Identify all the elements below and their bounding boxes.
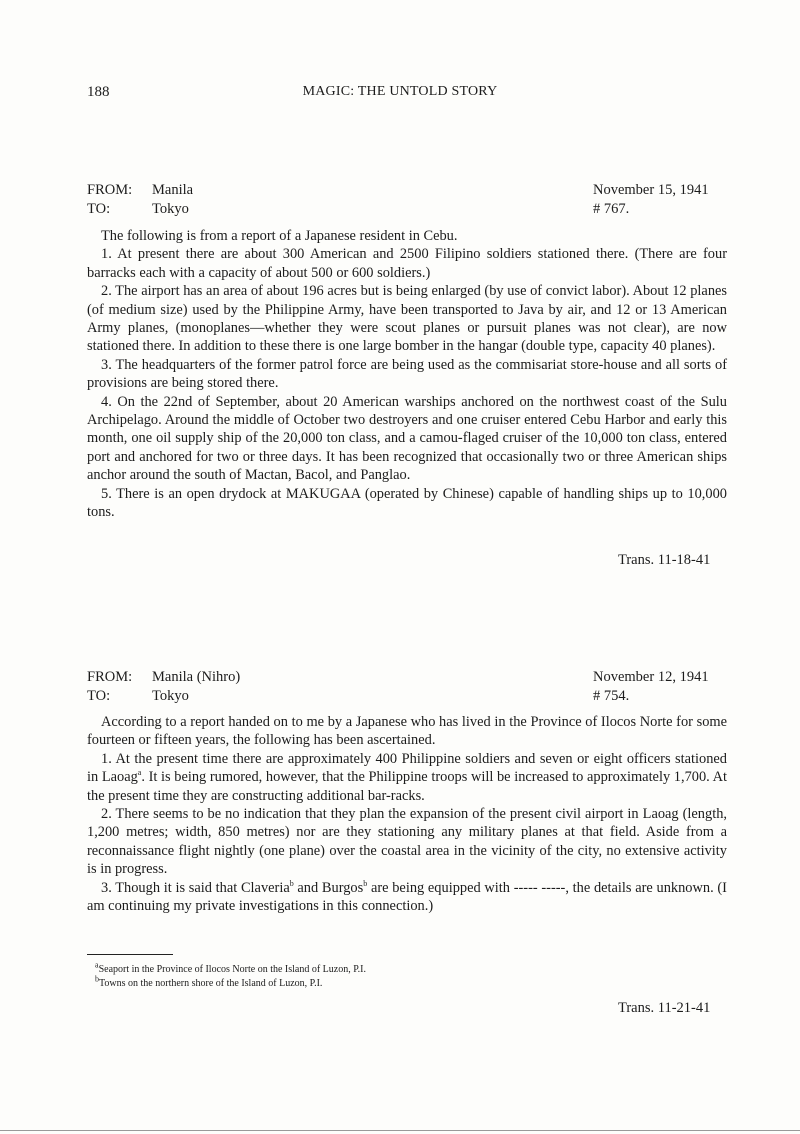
from-label: FROM: <box>87 182 133 198</box>
message2-meta <box>593 668 709 706</box>
paragraph: 2. There seems to be no indication that they plan the expansion of the present civil airport in Laoag (length, 1,200 metres; width, 850 metres) nor are they stationing any military planes at that field. Aside from a reconnaissance flight nightly (one plane) over the coastal area in the vicinity of the city, no extensive activity is in progress. <box>87 806 727 878</box>
message1-header <box>87 181 193 219</box>
footnote-text: Towns on the northern shore of the Island of Luzon, P.I. <box>99 978 323 989</box>
footnote-ref: a <box>137 768 142 778</box>
paragraph-text: are being equipped with ----- -----, the details are unknown. (I am continuing my private investigations in this connection.) <box>87 879 727 915</box>
footnote-a <box>95 960 367 977</box>
footnote-mark: b <box>95 974 99 984</box>
message1-meta <box>593 181 709 219</box>
to-value: Tokyo <box>152 688 189 704</box>
paragraph: 3. The headquarters of the former patrol force are being used as the commisariat store-house and all sorts of provisions are being stored there. <box>87 356 727 392</box>
footnote-b <box>95 974 366 991</box>
footnote-mark: a <box>95 960 99 970</box>
from-value: Manila <box>152 182 194 198</box>
message-date: November 12, 1941 <box>593 669 709 685</box>
paragraph: 5. There is an open drydock at MAKUGAA (operated by Chinese) capable of handling ships up to 10,000 tons. <box>87 485 727 521</box>
message-date: November 15, 1941 <box>593 182 709 198</box>
paragraph: According to a report handed on to me by a Japanese who has lived in the Province of Ilocos Norte for some fourteen or fifteen years, the following has been ascertained. <box>87 714 727 749</box>
paragraph <box>87 879 727 916</box>
paragraph: 2. The airport has an area of about 196 acres but is being enlarged (by use of convict labor). About 12 planes (of medium size) used by the Philippine Army, have been transported to Java by air, and 12 or 13 American Army planes, (monoplanes—whether they were scout planes or pursuit planes was not clear), are now stationed there. In addition to these there is one large bomber in the hangar (double type, capacity 40 planes). <box>87 283 727 355</box>
paragraph-text: 1. At the present time there are approximately 400 Philippine soldiers and seven or eight officers stationed in Laoag <box>87 750 727 786</box>
to-label: TO: <box>87 201 111 217</box>
paragraph <box>87 750 727 805</box>
paragraph-text: and Burgos <box>293 879 364 896</box>
page-bottom-edge <box>0 1130 800 1131</box>
to-label: TO: <box>87 688 111 704</box>
to-value: Tokyo <box>152 201 189 217</box>
footnote-text: Seaport in the Province of Ilocos Norte on the Island of Luzon, P.I. <box>98 964 367 975</box>
footnote-ref: b <box>289 878 294 888</box>
translation-date: Trans. 11-21-41 <box>618 1000 711 1016</box>
footnotes <box>95 960 367 991</box>
from-value: Manila (Nihro) <box>152 669 241 685</box>
translation-date: Trans. 11-18-41 <box>618 552 711 568</box>
paragraph: The following is from a report of a Japanese resident in Cebu. <box>101 228 458 244</box>
paragraph-text: 3. Though it is said that Claveria <box>101 879 290 896</box>
message1-body <box>87 227 727 522</box>
from-label: FROM: <box>87 669 133 685</box>
paragraph-text: . It is being rumored, however, that the Philippine troops will be increased to approximately 1,700. At the present time they are constructing additional bar-racks. <box>87 769 728 804</box>
message-number: # 767. <box>593 201 630 217</box>
running-title: MAGIC: THE UNTOLD STORY <box>302 84 498 99</box>
paragraph: 4. On the 22nd of September, about 20 American warships anchored on the northwest coast of the Sulu Archipelago. Around the middle of October two destroyers and one cruiser entered Cebu Harbor and early this month, one oil supply ship of the 20,000 ton class, and a camou-flaged cruiser of the 10,000 ton class, entered port and anchored for two or three days. It has been recognized that occasionally two or three American ships anchor around the south of Mactan, Bacol, and Panglao. <box>87 393 727 484</box>
paragraph: 1. At present there are about 300 American and 2500 Filipino soldiers stationed there. (There are four barracks each with a capacity of about 500 or 600 soldiers.) <box>87 246 727 281</box>
footnote-ref: b <box>363 878 368 888</box>
page-number: 188 <box>87 84 110 100</box>
footnote-divider <box>87 954 173 955</box>
message2-header <box>87 668 240 706</box>
message2-body <box>87 713 727 915</box>
message-number: # 754. <box>593 688 630 704</box>
